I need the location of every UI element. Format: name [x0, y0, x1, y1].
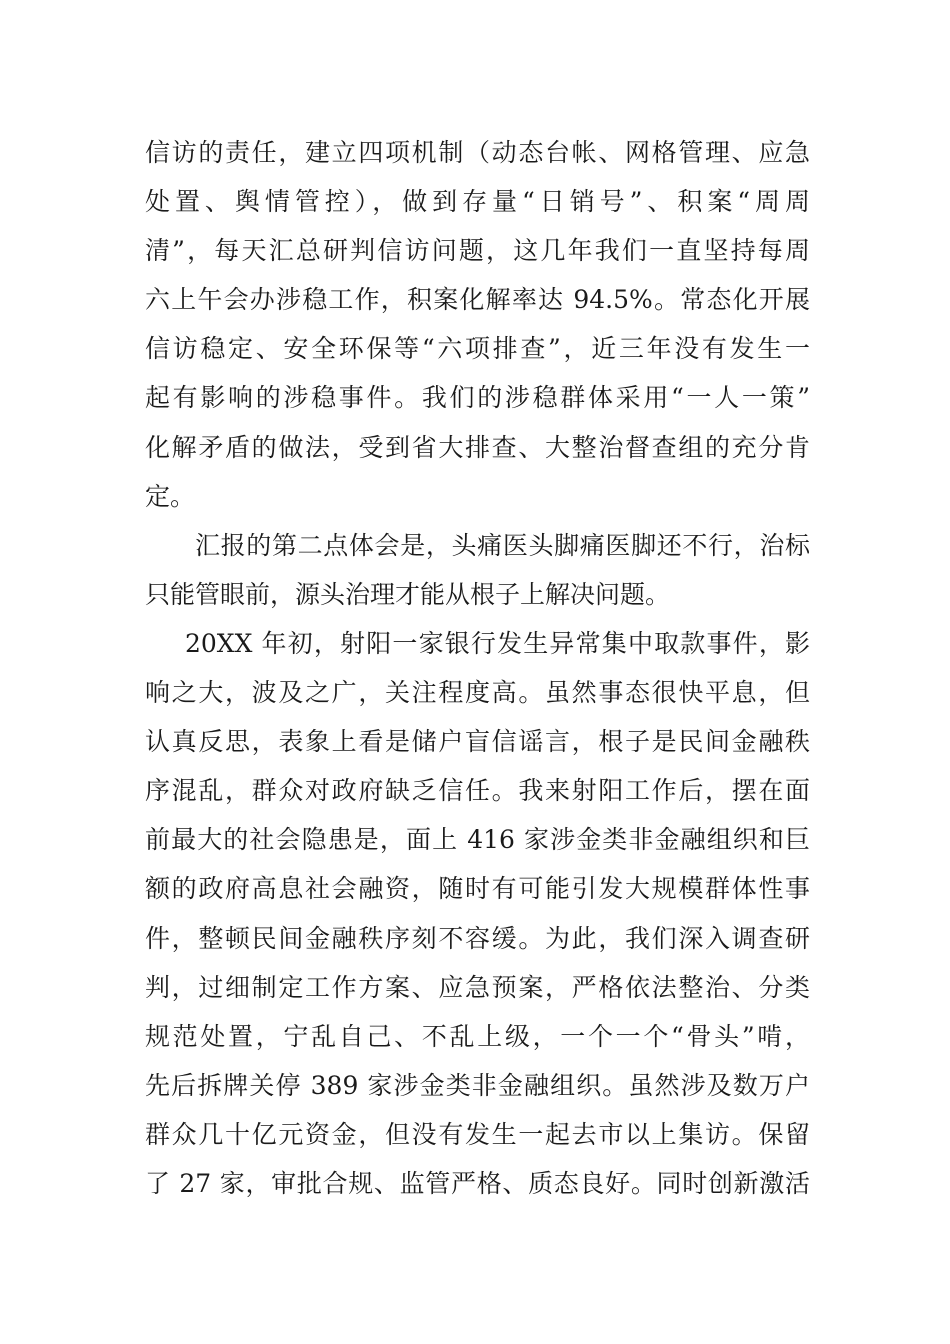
text-line: 判，过细制定工作方案、应急预案，严格依法整治、分类: [145, 972, 810, 1002]
text-line: 起有影响的涉稳事件。我们的涉稳群体采用“一人一策”: [145, 383, 810, 413]
text-line: 信访的责任，建立四项机制（动态台帐、网格管理、应急: [145, 138, 810, 167]
document-body: [145, 128, 810, 1208]
text-line: 先后拆牌关停 389 家涉金类非金融组织。虽然涉及数万户: [145, 1070, 810, 1100]
paragraph-2: [145, 521, 810, 619]
text-line: 响之大，波及之广，关注程度高。虽然事态很快平息，但: [145, 678, 810, 708]
text-line: 只能管眼前，源头治理才能从根子上解决问题。: [145, 579, 671, 609]
text-line: 六上午会办涉稳工作，积案化解率达 94.5%。常态化开展: [145, 285, 810, 315]
text-line: 序混乱，群众对政府缺乏信任。我来射阳工作后，摆在面: [145, 776, 810, 806]
text-line: 汇报的第二点体会是，头痛医头脚痛医脚还不行，治标: [195, 530, 810, 560]
text-line: 规范处置，宁乱自己、不乱上级，一个一个“骨头”啃，: [145, 1021, 810, 1051]
text-line: 定。: [145, 481, 196, 511]
text-line: 了 27 家，审批合规、监管严格、质态良好。同时创新激活: [145, 1168, 810, 1198]
text-line: 前最大的社会隐患是，面上 416 家涉金类非金融组织和巨: [145, 825, 810, 855]
text-line: 群众几十亿元资金，但没有发生一起去市以上集访。保留: [145, 1119, 810, 1149]
text-line: 额的政府高息社会融资，随时有可能引发大规模群体性事: [145, 874, 810, 904]
text-line: 认真反思，表象上看是储户盲信谣言，根子是民间金融秩: [145, 727, 810, 757]
text-line: 清”，每天汇总研判信访问题，这几年我们一直坚持每周: [145, 236, 810, 266]
text-line: 处置、舆情管控），做到存量“日销号”、积案“周周: [145, 187, 810, 217]
text-line: 化解矛盾的做法，受到省大排查、大整治督查组的充分肯: [145, 432, 810, 462]
paragraph-1: [145, 128, 810, 521]
paragraph-3: [145, 619, 810, 1208]
text-line: 件，整顿民间金融秩序刻不容缓。为此，我们深入调查研: [145, 923, 810, 953]
text-line: 信访稳定、安全环保等“六项排查”，近三年没有发生一: [145, 334, 810, 364]
text-line: 20XX 年初，射阳一家银行发生异常集中取款事件，影: [185, 628, 810, 658]
